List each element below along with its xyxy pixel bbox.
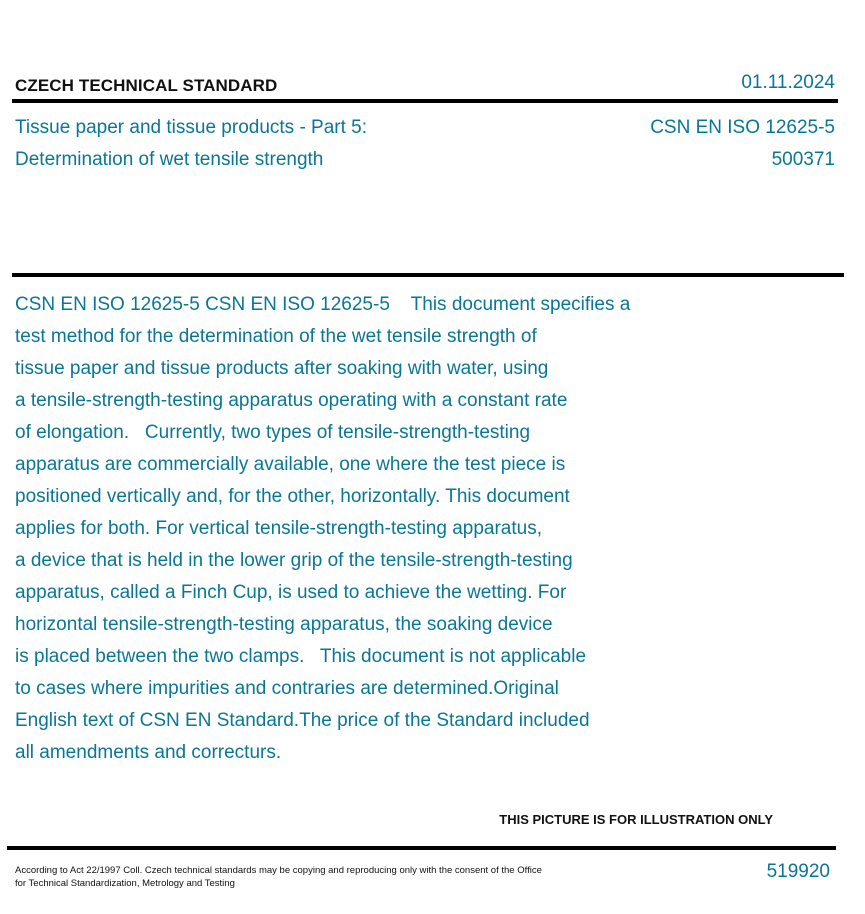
footer-divider (7, 846, 836, 850)
abstract-line: CSN EN ISO 12625-5 CSN EN ISO 12625-5 This document specifies a (15, 294, 631, 315)
legal-footnote (15, 864, 542, 890)
header-divider (12, 99, 838, 103)
footer-document-number: 519920 (766, 861, 830, 882)
abstract-line: applies for both. For vertical tensile-strength-testing apparatus, (15, 518, 542, 539)
abstract-line: test method for the determination of the wet tensile strength of (15, 326, 537, 347)
standard-title-line-1: Tissue paper and tissue products - Part 5: (15, 117, 368, 138)
abstract-line: positioned vertically and, for the other, horizontally. This document (15, 486, 570, 507)
abstract-line: tissue paper and tissue products after soaking with water, using (15, 358, 549, 379)
abstract-line: apparatus are commercially available, one where the test piece is (15, 454, 566, 475)
abstract-line: all amendments and correcturs. (15, 742, 282, 763)
abstract-line: horizontal tensile-strength-testing apparatus, the soaking device (15, 614, 553, 635)
document-type-heading: CZECH TECHNICAL STANDARD (15, 76, 278, 95)
footnote-line-1: According to Act 22/1997 Coll. Czech technical standards may be copying and reproducing only with the consent of the Office (15, 865, 542, 876)
abstract-line: to cases where impurities and contraries are determined.Original (15, 678, 559, 699)
abstract-line: apparatus, called a Finch Cup, is used to achieve the wetting. For (15, 582, 567, 603)
standard-class-number: 500371 (771, 149, 835, 170)
publication-date: 01.11.2024 (741, 72, 835, 93)
standard-designation: CSN EN ISO 12625-5 (650, 117, 835, 138)
abstract-line: a device that is held in the lower grip of the tensile-strength-testing (15, 550, 573, 571)
footnote-line-2: for Technical Standardization, Metrology and Testing (15, 878, 235, 889)
title-divider (12, 273, 844, 277)
abstract-line: is placed between the two clamps. This document is not applicable (15, 646, 587, 667)
standard-title-line-2: Determination of wet tensile strength (15, 149, 324, 170)
abstract-line: English text of CSN EN Standard.The price of the Standard included (15, 710, 590, 731)
abstract-text (15, 289, 735, 769)
illustration-notice: THIS PICTURE IS FOR ILLUSTRATION ONLY (499, 812, 773, 827)
abstract-line: a tensile-strength-testing apparatus operating with a constant rate (15, 390, 568, 411)
abstract-line: of elongation. Currently, two types of tensile-strength-testing (15, 422, 531, 443)
